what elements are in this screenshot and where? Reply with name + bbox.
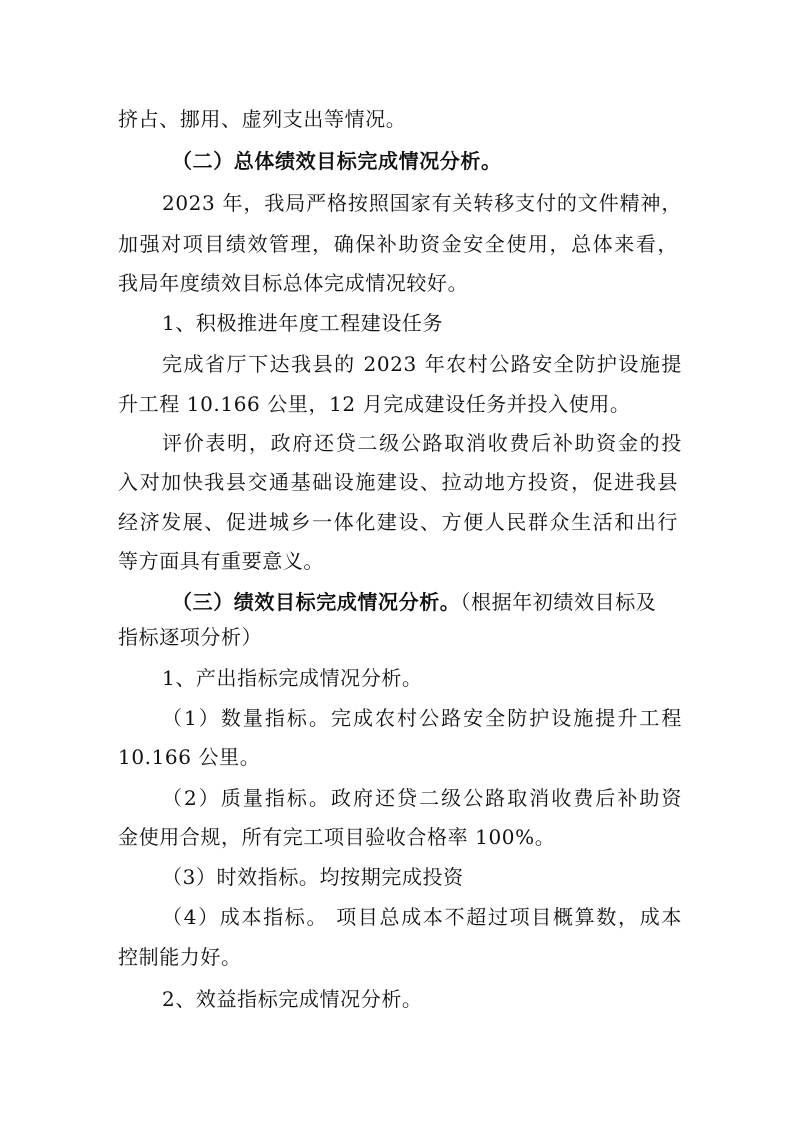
paragraph-line: 加强对项目绩效管理，确保补助资金安全使用，总体来看， bbox=[118, 232, 678, 256]
paragraph-line: 评价表明，政府还贷二级公路取消收费后补助资金的投 bbox=[162, 431, 682, 455]
paragraph-line: （1）数量指标。完成农村公路安全防护设施提升工程 bbox=[162, 706, 682, 730]
paragraph-line: 指标逐项分析） bbox=[118, 625, 263, 649]
paragraph-line: 升工程 10.166 公里，12 月完成建设任务并投入使用。 bbox=[118, 392, 631, 416]
section-heading-2: （二）总体绩效目标完成情况分析。 bbox=[172, 149, 502, 173]
paragraph-line: 入对加快我县交通基础设施建设、拉动地方投资，促进我县 bbox=[118, 470, 678, 494]
paragraph-line: 挤占、挪用、虚列支出等情况。 bbox=[118, 107, 407, 131]
subheading-line: 1、积极推进年度工程建设任务 bbox=[162, 311, 444, 335]
paragraph-line: 经济发展、促进城乡一体化建设、方便人民群众生活和出行 bbox=[118, 510, 678, 534]
subheading-line: 1、产出指标完成情况分析。 bbox=[162, 666, 423, 690]
paragraph-line: 2023 年，我局严格按照国家有关转移支付的文件精神， bbox=[162, 191, 682, 215]
paragraph-line: （3）时效指标。均按期完成投资 bbox=[162, 865, 464, 889]
paragraph-line: 10.166 公里。 bbox=[118, 745, 261, 769]
paragraph-line: （4）成本指标。 项目总成本不超过项目概算数，成本 bbox=[162, 905, 682, 929]
subheading-line: 2、效益指标完成情况分析。 bbox=[162, 987, 423, 1011]
paragraph-line: 等方面具有重要意义。 bbox=[118, 549, 324, 573]
paragraph-line: （2）质量指标。政府还贷二级公路取消收费后补助资 bbox=[162, 786, 682, 810]
paragraph-line: 金使用合规，所有完工项目验收合格率 100%。 bbox=[118, 825, 556, 849]
section-heading-3-line bbox=[172, 588, 682, 616]
paragraph-line: 我局年度绩效目标总体完成情况较好。 bbox=[118, 271, 469, 295]
section-heading-3: （三）绩效目标完成情况分析。 bbox=[172, 590, 461, 614]
section-heading-3-note: （根据年初绩效目标及 bbox=[460, 590, 657, 614]
paragraph-line: 控制能力好。 bbox=[118, 945, 242, 969]
paragraph-line: 完成省厅下达我县的 2023 年农村公路安全防护设施提 bbox=[162, 352, 682, 376]
